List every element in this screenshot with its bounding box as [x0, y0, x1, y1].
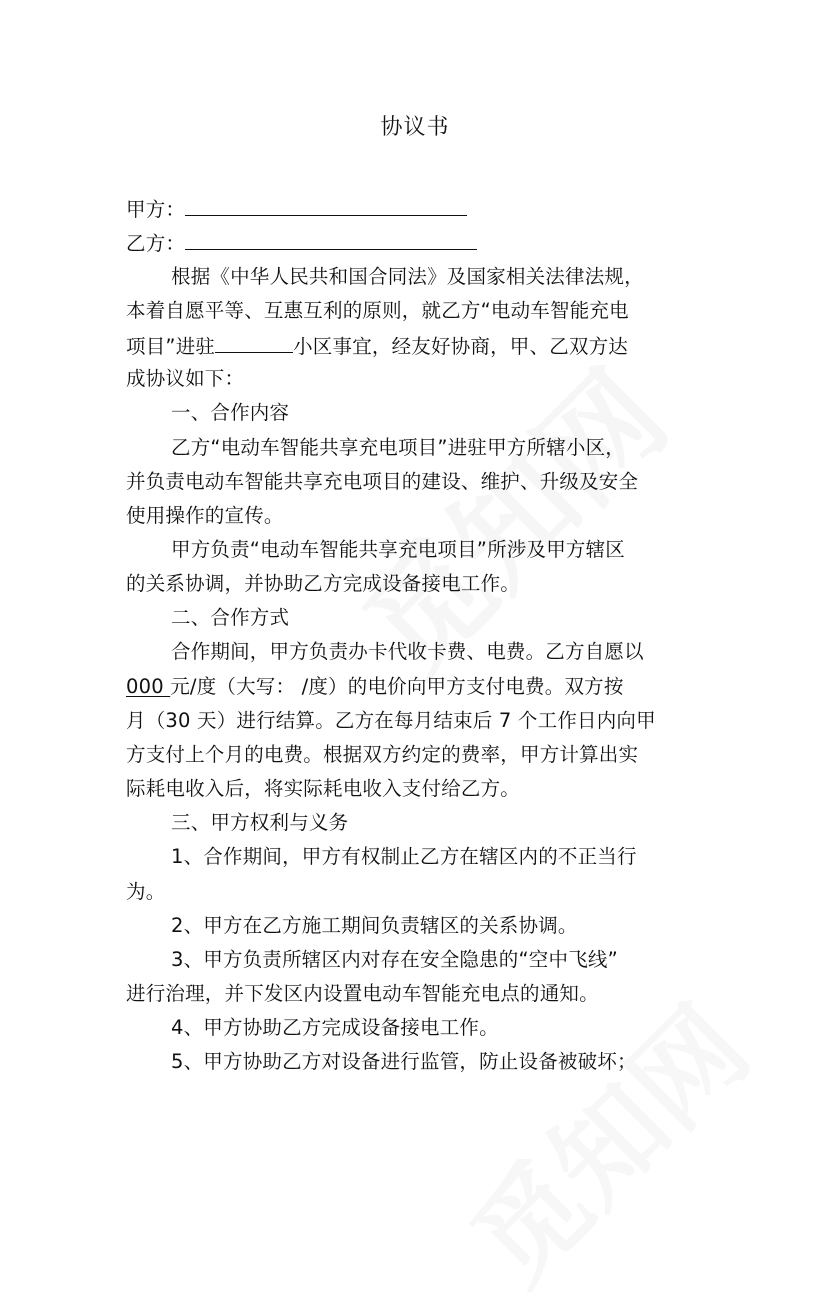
- section-1-para-1-line-1: 乙方“电动车智能共享充电项目”进驻甲方所辖小区，: [171, 436, 626, 459]
- community-name-blank[interactable]: [215, 334, 293, 353]
- party-a-blank[interactable]: [185, 197, 467, 216]
- section-1-heading: 一、合作内容: [171, 401, 290, 424]
- party-b-blank[interactable]: [185, 231, 477, 250]
- section-1-para-2-line-2: 的关系协调，并协助乙方完成设备接电工作。: [126, 572, 521, 595]
- section-2-line-4: 方支付上个月的电费。根据双方约定的费率，甲方计算出实: [126, 743, 639, 766]
- party-b-line: [126, 231, 477, 256]
- intro-line-3: [126, 334, 628, 359]
- section-3-item-1-line-2: 为。: [126, 880, 166, 903]
- section-3-item-3-line-2: 进行治理，并下发区内设置电动车智能充电点的通知。: [126, 982, 599, 1005]
- section-1-para-1-line-3: 使用操作的宣传。: [126, 504, 284, 527]
- section-3-item-2: 2、甲方在乙方施工期间负责辖区的关系协调。: [171, 914, 578, 937]
- section-2-heading: 二、合作方式: [171, 606, 290, 629]
- section-1-para-2-line-1: 甲方负责“电动车智能共享充电项目”所涉及甲方辖区: [171, 538, 626, 561]
- party-a-line: [126, 197, 467, 222]
- intro-line-3-end: 小区事宜，经友好协商，甲、乙双方达: [293, 335, 629, 358]
- section-2-line-3: 月（30 天）进行结算。乙方在每月结束后 7 个工作日内向甲: [126, 709, 656, 732]
- section-3-item-4: 4、甲方协助乙方完成设备接电工作。: [171, 1016, 499, 1039]
- price-value[interactable]: 000: [126, 675, 171, 698]
- intro-line-1: 根据《中华人民共和国合同法》及国家相关法律法规，: [171, 265, 644, 288]
- section-2-line-1: 合作期间，甲方负责办卡代收卡费、电费。乙方自愿以: [171, 640, 644, 663]
- party-a-label: 甲方：: [126, 198, 186, 221]
- party-b-label: 乙方：: [126, 232, 186, 255]
- intro-line-4: 成协议如下：: [126, 367, 245, 390]
- section-2-line-5: 际耗电收入后，将实际耗电收入支付给乙方。: [126, 777, 521, 800]
- intro-line-3-start: 项目”进驻: [126, 335, 216, 358]
- intro-line-2: 本着自愿平等、互惠互利的原则，就乙方“电动车智能充电: [126, 299, 629, 322]
- section-3-item-1-line-1: 1、合作期间，甲方有权制止乙方在辖区内的不正当行: [171, 845, 637, 868]
- document-title: 协议书: [380, 115, 450, 140]
- section-2-line-2: [126, 675, 624, 699]
- section-3-heading: 三、甲方权利与义务: [171, 811, 349, 834]
- section-3-item-3-line-1: 3、甲方负责所辖区内对存在安全隐患的“空中飞线”: [171, 948, 618, 971]
- section-2-line-2-rest: 元/度（大写： /度）的电价向甲方支付电费。双方按: [170, 675, 624, 698]
- section-1-para-1-line-2: 并负责电动车智能共享充电项目的建设、维护、升级及安全: [126, 470, 639, 493]
- section-3-item-5: 5、甲方协助乙方对设备进行监管，防止设备被破坏；: [171, 1050, 637, 1073]
